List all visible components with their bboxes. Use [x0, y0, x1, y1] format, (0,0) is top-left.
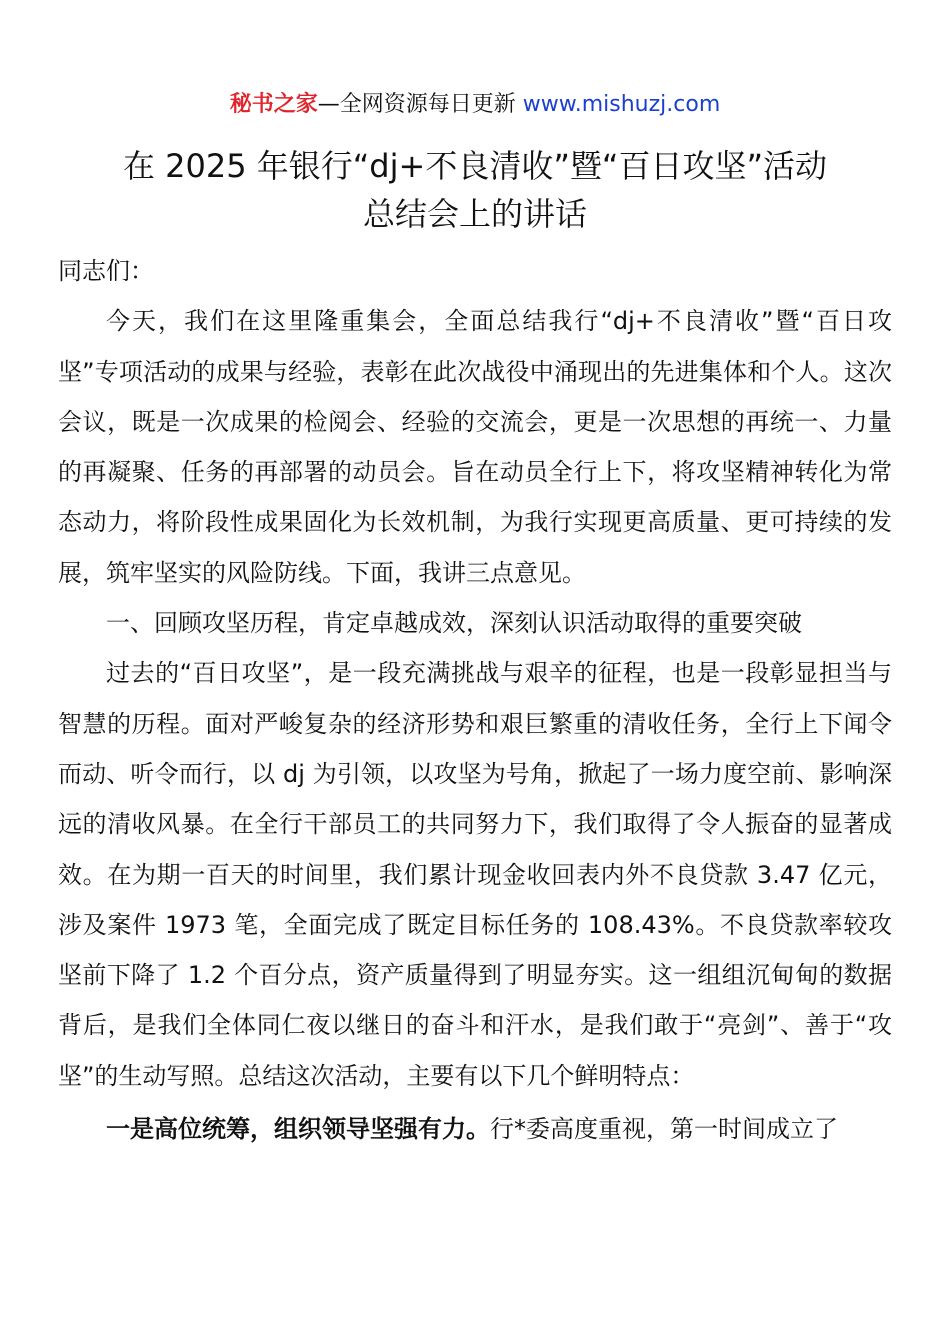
document-body	[58, 246, 892, 1154]
section-heading-1: 一、回顾攻坚历程，肯定卓越成效，深刻认识活动取得的重要突破	[106, 609, 802, 638]
site-url-link[interactable]: www.mishuzj.com	[522, 92, 721, 117]
title-line-2: 总结会上的讲话	[362, 195, 587, 233]
point-1-lead: 一是高位统筹，组织领导坚强有力。	[106, 1115, 490, 1144]
paragraph-intro: 今天，我们在这里隆重集会，全面总结我行“dj+不良清收”暨“百日攻坚”专项活动的成果与经验，表彰在此次战役中涌现出的先进集体和个人。这次会议，既是一次成果的检阅会、经验的交流会，更是一次思想的再统一、力量的再凝聚、任务的再部署的动员会。旨在动员全行上下，将攻坚精神转化为常态动力，将阶段性成果固化为长效机制，为我行实现更高质量、更可持续的发展，筑牢坚实的风险防线。下面，我讲三点意见。	[58, 307, 892, 587]
header-slogan: —全网资源每日更新	[317, 92, 523, 117]
site-header	[0, 88, 950, 122]
title-line-1: 在 2025 年银行“dj+不良清收”暨“百日攻坚”活动	[122, 147, 828, 185]
brand-name: 秘书之家	[229, 92, 318, 117]
paragraph-point-1	[58, 1104, 892, 1154]
document-title	[40, 142, 910, 238]
point-1-text: 行*委高度重视，第一时间成立了	[490, 1115, 838, 1144]
salutation: 同志们：	[58, 257, 154, 285]
paragraph-review: 过去的“百日攻坚”，是一段充满挑战与艰辛的征程，也是一段彰显担当与智慧的历程。面对严峻复杂的经济形势和艰巨繁重的清收任务，全行上下闻令而动、听令而行，以 dj 为引领，以攻坚为号角，掀起了一场力度空前、影响深远的清收风暴。在全行干部员工的共同努力下，我们取得了令人振奋的显著成效。在为期一百天的时间里，我们累计现金收回表内外不良贷款 3.47 亿元，涉及案件 1973 笔，全面完成了既定目标任务的 108.43%。不良贷款率较攻坚前下降了 1.2 个百分点，资产质量得到了明显夯实。这一组组沉甸甸的数据背后，是我们全体同仁夜以继日的奋斗和汗水，是我们敢于“亮剑”、善于“攻坚”的生动写照。总结这次活动，主要有以下几个鲜明特点：	[58, 659, 892, 1090]
